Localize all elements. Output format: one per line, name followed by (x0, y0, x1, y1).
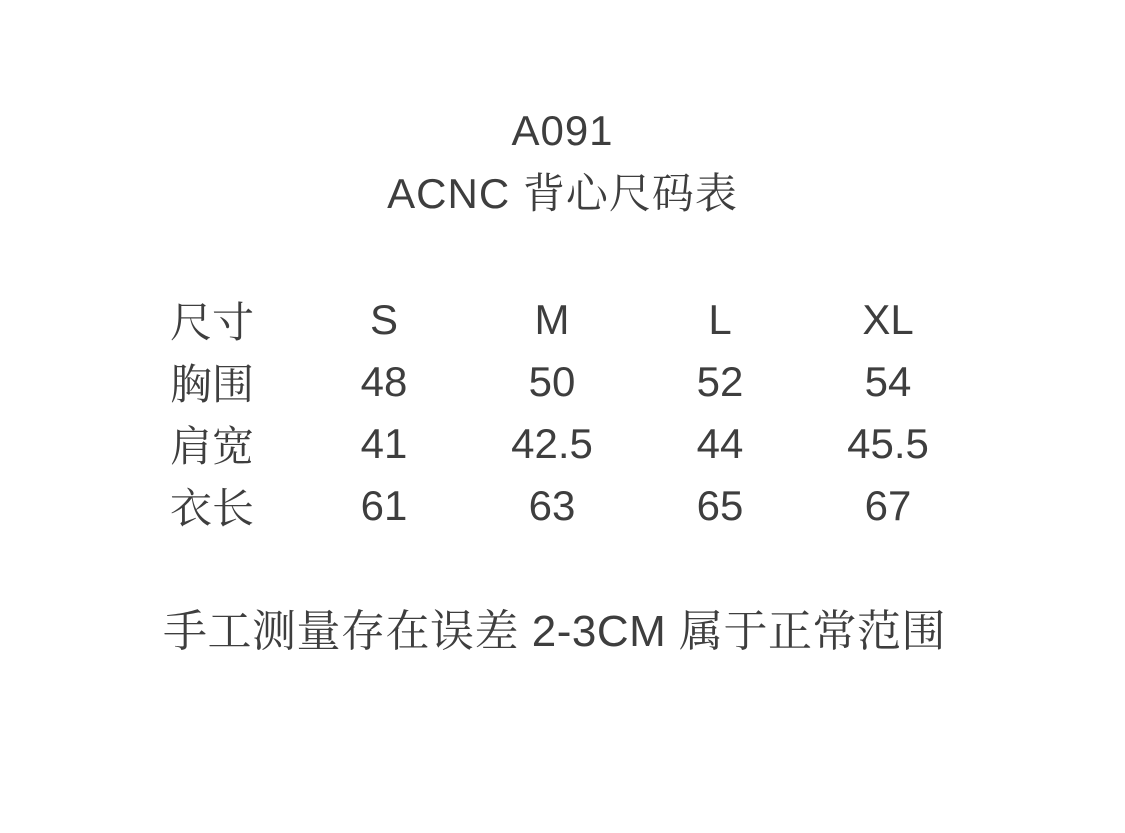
size-table (170, 289, 972, 537)
table-row-shoulder (170, 413, 972, 475)
table-cell: 50 (528, 358, 576, 405)
table-cell: 42.5 (511, 420, 593, 467)
table-cell: L (708, 296, 732, 343)
row-label: 尺寸 (170, 299, 255, 346)
table-row-length (170, 475, 972, 537)
table-cell: M (534, 296, 570, 343)
page-title: ACNC 背心尺码表 (387, 170, 738, 217)
table-cell: 63 (528, 482, 576, 529)
table-cell: 52 (696, 358, 744, 405)
table-cell: 41 (360, 420, 408, 467)
table-cell: XL (862, 296, 914, 343)
table-cell: 65 (696, 482, 744, 529)
table-cell: 44 (696, 420, 744, 467)
table-cell: 67 (864, 482, 912, 529)
row-label: 胸围 (170, 361, 255, 408)
row-label: 肩宽 (170, 423, 255, 470)
table-cell: S (369, 296, 398, 343)
header (0, 0, 1125, 225)
table-cell: 48 (360, 358, 408, 405)
table-row-size (170, 289, 972, 351)
table-cell: 61 (360, 482, 408, 529)
row-label: 衣长 (170, 485, 255, 532)
table-cell: 54 (864, 358, 912, 405)
table-row-chest (170, 351, 972, 413)
measurement-note: 手工测量存在误差 2-3CM 属于正常范围 (163, 607, 946, 656)
table-cell: 45.5 (847, 420, 929, 467)
product-code: A091 (511, 107, 614, 154)
